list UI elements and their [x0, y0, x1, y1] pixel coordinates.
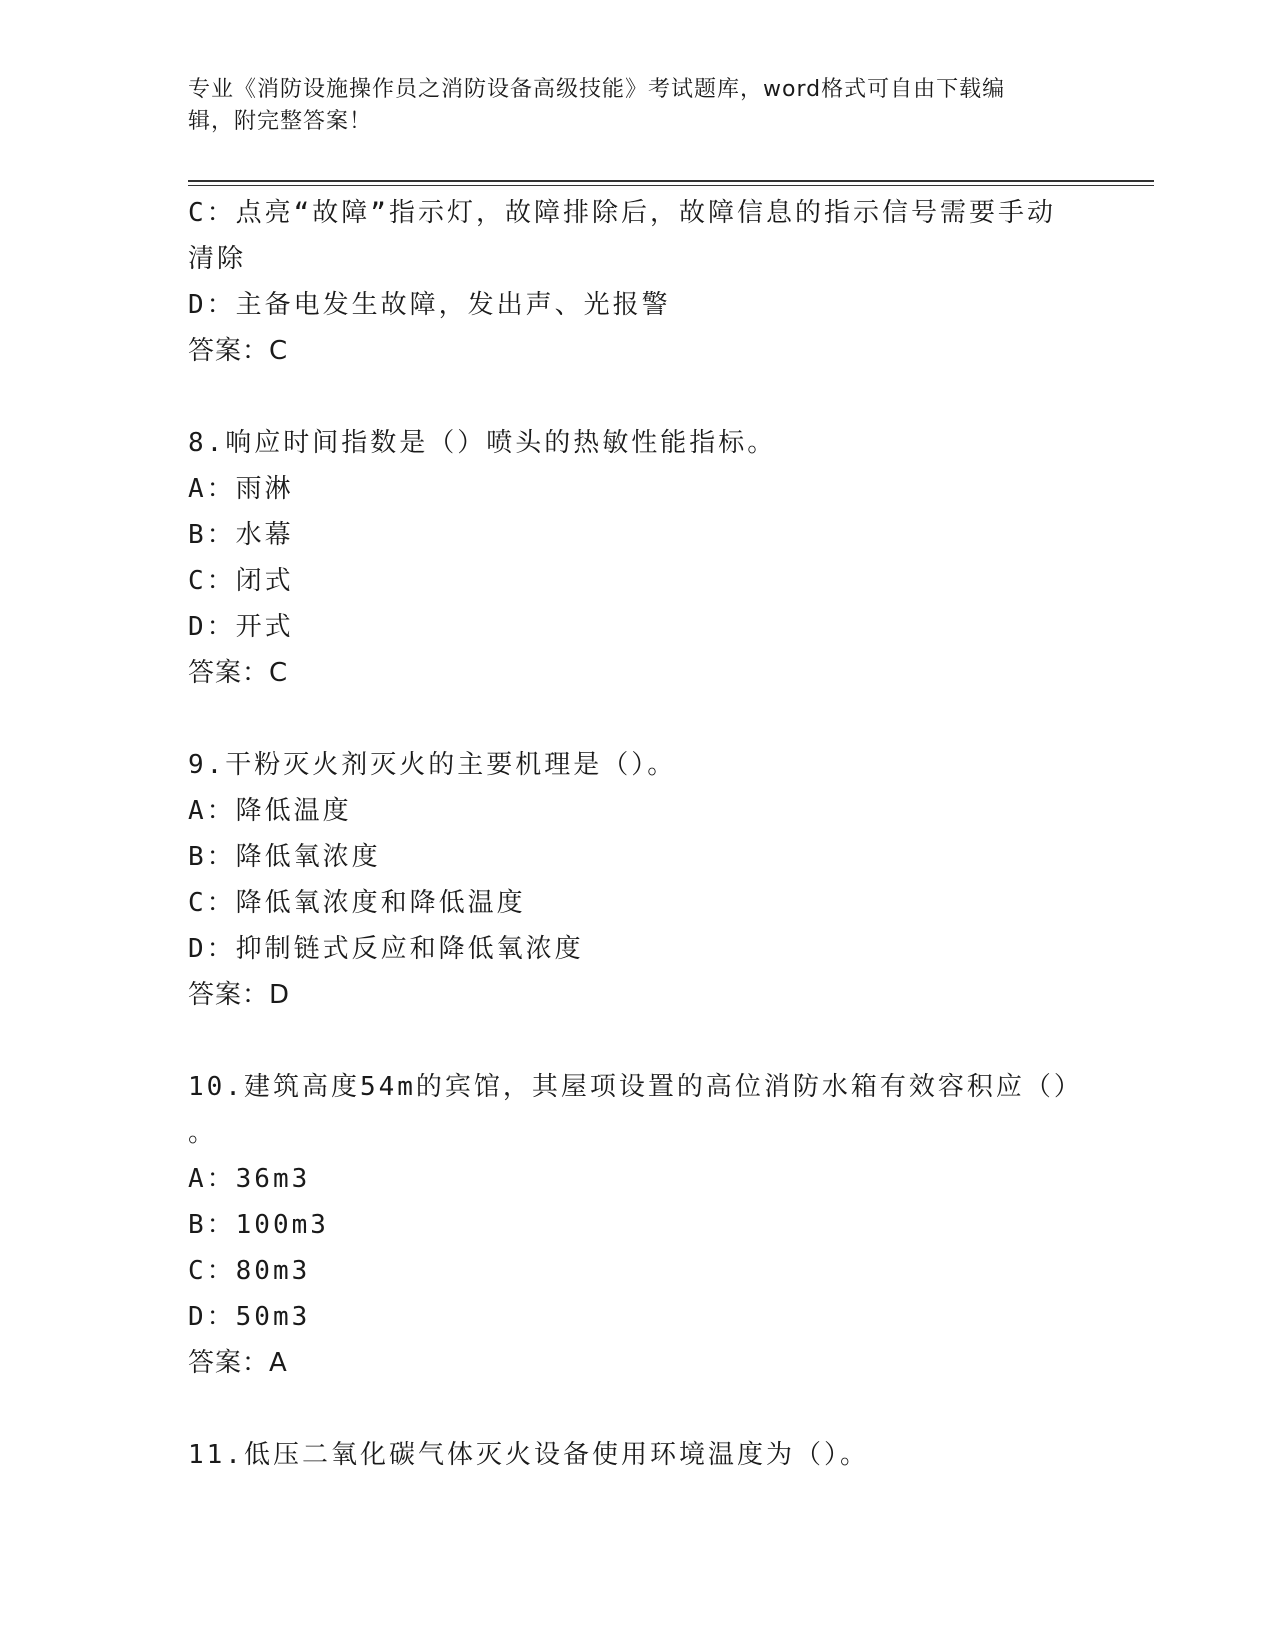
question-block-9 [188, 742, 1088, 1018]
option-c: C：点亮“故障”指示灯，故障排除后，故障信息的指示信号需要手动 [188, 198, 1056, 228]
question-text: 8.响应时间指数是（）喷头的热敏性能指标。 [188, 428, 777, 458]
option-a: A：36m3 [188, 1164, 311, 1194]
spacer [188, 374, 1088, 420]
document-body [188, 190, 1088, 1478]
spacer [188, 696, 1088, 742]
option-d: D：主备电发生故障，发出声、光报警 [188, 290, 671, 320]
header-line-1: 专业《消防设施操作员之消防设备高级技能》考试题库，word格式可自由下载编 [188, 77, 1006, 102]
option-c-continued: 清除 [188, 244, 247, 274]
option-b: B：水幕 [188, 520, 294, 550]
option-d: D：抑制链式反应和降低氧浓度 [188, 934, 584, 964]
question-block-11 [188, 1432, 1088, 1478]
question-text: 11.低压二氧化碳气体灭火设备使用环境温度为（）。 [188, 1440, 869, 1470]
option-c: C：降低氧浓度和降低温度 [188, 888, 526, 918]
question-block-8 [188, 420, 1088, 696]
answer: 答案：C [188, 336, 289, 366]
spacer [188, 1386, 1088, 1432]
header-divider-thin [188, 185, 1154, 186]
question-text: 10.建筑高度54m的宾馆，其屋项设置的高位消防水箱有效容积应（） [188, 1072, 1083, 1102]
question-text-continued: 。 [188, 1118, 218, 1148]
option-c: C：闭式 [188, 566, 294, 596]
header-line-2: 辑，附完整答案！ [188, 109, 373, 134]
option-c: C：80m3 [188, 1256, 311, 1286]
option-b: B：100m3 [188, 1210, 329, 1240]
option-d: D：开式 [188, 612, 294, 642]
question-block-10 [188, 1064, 1088, 1386]
option-a: A：降低温度 [188, 796, 352, 826]
option-b: B：降低氧浓度 [188, 842, 381, 872]
header-divider-thick [188, 180, 1154, 182]
answer: 答案：A [188, 1348, 288, 1378]
option-d: D：50m3 [188, 1302, 311, 1332]
document-header [188, 74, 1068, 138]
answer: 答案：D [188, 980, 291, 1010]
question-block-7 [188, 190, 1088, 374]
answer: 答案：C [188, 658, 289, 688]
option-a: A：雨淋 [188, 474, 294, 504]
spacer [188, 1018, 1088, 1064]
question-text: 9.干粉灭火剂灭火的主要机理是（）。 [188, 750, 677, 780]
